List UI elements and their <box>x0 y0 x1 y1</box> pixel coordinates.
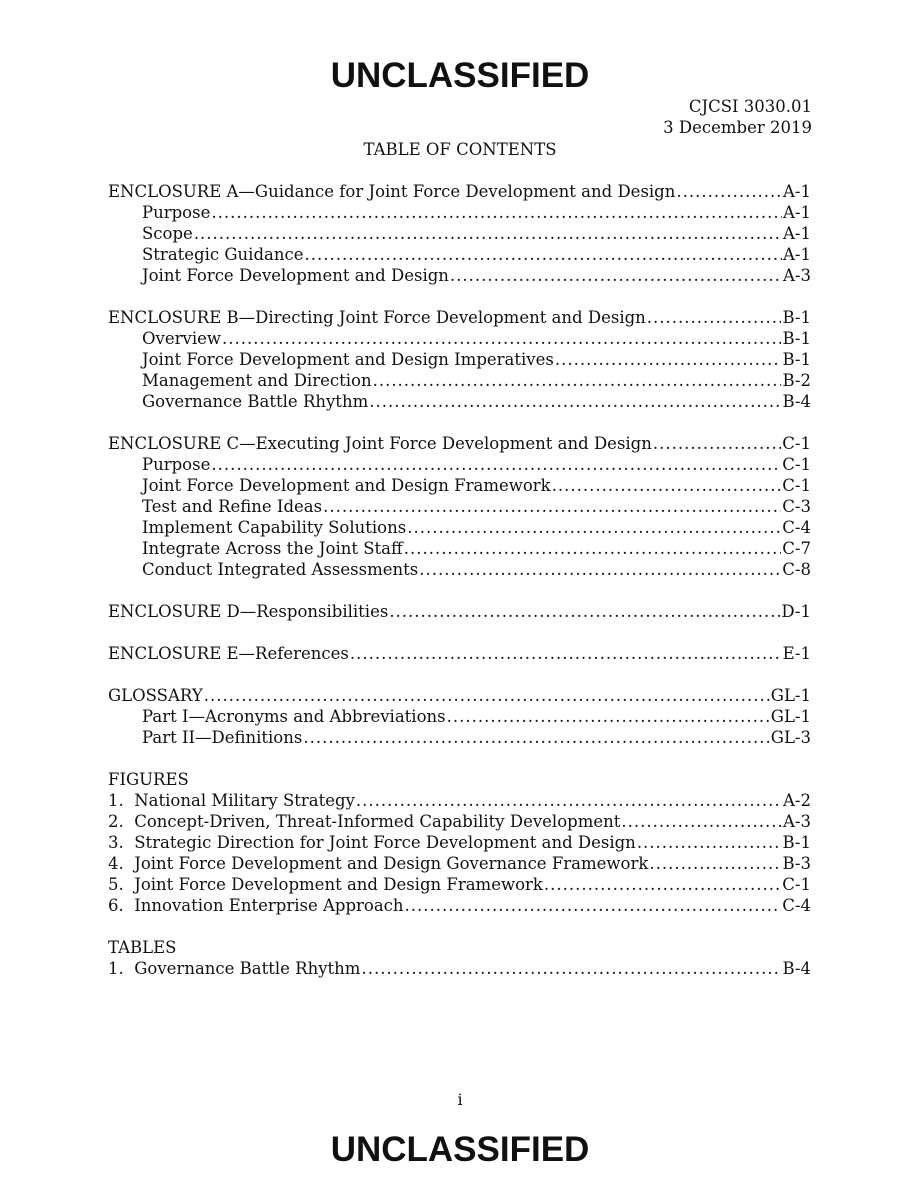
toc-entry[interactable] <box>108 496 811 517</box>
toc-entry[interactable] <box>108 454 811 475</box>
toc-heading: TABLE OF CONTENTS <box>363 140 557 159</box>
dot-leader <box>323 496 781 517</box>
dot-leader <box>356 790 782 811</box>
classification-banner-bottom: UNCLASSIFIED <box>330 1130 590 1169</box>
toc-entry-label: Part I—Acronyms and Abbreviations <box>142 707 446 726</box>
dot-leader <box>647 307 782 328</box>
toc-entry-label: 1. Governance Battle Rhythm <box>108 959 361 978</box>
toc-entry-page: A-1 <box>783 224 811 243</box>
toc-entry-page: C-1 <box>782 455 811 474</box>
toc-entry-page: E-1 <box>782 644 811 663</box>
toc-entry-page: A-2 <box>783 791 811 810</box>
dot-leader <box>447 706 770 727</box>
toc-entry-page: B-4 <box>782 392 811 411</box>
toc-entry-page: A-3 <box>783 266 811 285</box>
toc-entry[interactable] <box>108 475 811 496</box>
toc-entry-label: Integrate Across the Joint Staff <box>142 539 403 558</box>
toc-entry-page: B-1 <box>782 329 811 348</box>
toc-entry-page: B-3 <box>782 854 811 873</box>
dot-leader <box>194 223 782 244</box>
toc-entry[interactable] <box>108 265 811 286</box>
toc-entry-page: GL-3 <box>770 728 811 747</box>
toc-entry-label: Strategic Guidance <box>142 245 304 264</box>
section-spacer <box>108 748 811 769</box>
document-identifier <box>663 96 812 138</box>
toc-entry-page: A-1 <box>783 182 811 201</box>
toc-entry[interactable] <box>108 517 811 538</box>
dot-leader <box>211 202 782 223</box>
dot-leader <box>404 538 782 559</box>
table-of-contents <box>108 181 811 979</box>
toc-entry-label: Implement Capability Solutions <box>142 518 407 537</box>
toc-entry-label: ENCLOSURE A—Guidance for Joint Force Development and Design <box>108 182 676 201</box>
toc-entry-page: GL-1 <box>770 686 811 705</box>
figure-entry[interactable] <box>108 853 811 874</box>
toc-entry[interactable] <box>108 349 811 370</box>
toc-entry-label: ENCLOSURE B—Directing Joint Force Development and Design <box>108 308 646 327</box>
dot-leader <box>350 643 782 664</box>
toc-entry-label: Test and Refine Ideas <box>142 497 323 516</box>
toc-entry-page: C-1 <box>782 434 811 453</box>
toc-entry-page: C-4 <box>782 896 811 915</box>
toc-entry[interactable] <box>108 223 811 244</box>
toc-entry-page: C-7 <box>782 539 811 558</box>
section-spacer <box>108 622 811 643</box>
dot-leader <box>305 244 783 265</box>
toc-entry-label: 4. Joint Force Development and Design Governance Framework <box>108 854 649 873</box>
toc-entry-page: C-1 <box>782 875 811 894</box>
toc-entry-page: B-1 <box>782 350 811 369</box>
toc-entry[interactable] <box>108 370 811 391</box>
tables-heading: TABLES <box>108 938 177 957</box>
dot-leader <box>544 874 781 895</box>
toc-entry-page: C-1 <box>782 476 811 495</box>
dot-leader <box>369 391 781 412</box>
toc-entry-label: Management and Direction <box>142 371 372 390</box>
dot-leader <box>222 328 781 349</box>
figures-heading: FIGURES <box>108 770 189 789</box>
dot-leader <box>204 685 770 706</box>
toc-entry-label: 1. National Military Strategy <box>108 791 355 810</box>
section-spacer <box>108 916 811 937</box>
dot-leader <box>555 349 782 370</box>
toc-entry[interactable] <box>108 328 811 349</box>
figure-entry[interactable] <box>108 895 811 916</box>
toc-entry-label: Overview <box>142 329 221 348</box>
toc-entry-page: B-1 <box>782 308 811 327</box>
toc-entry-label: Scope <box>142 224 193 243</box>
dot-leader <box>361 958 781 979</box>
toc-entry-page: C-8 <box>782 560 811 579</box>
dot-leader <box>450 265 782 286</box>
toc-entry-enclosure-d[interactable] <box>108 601 811 622</box>
section-spacer <box>108 286 811 307</box>
toc-entry-label: Part II—Definitions <box>142 728 303 747</box>
toc-entry-label: ENCLOSURE C—Executing Joint Force Development and Design <box>108 434 652 453</box>
dot-leader <box>373 370 782 391</box>
toc-entry[interactable] <box>108 202 811 223</box>
toc-entry-label: 5. Joint Force Development and Design Framework <box>108 875 543 894</box>
toc-entry-label: Joint Force Development and Design Imperatives <box>142 350 554 369</box>
toc-entry-enclosure-a[interactable] <box>108 181 811 202</box>
toc-entry-page: C-3 <box>782 497 811 516</box>
dot-leader <box>389 601 780 622</box>
dot-leader <box>649 853 781 874</box>
toc-entry-page: B-1 <box>782 833 811 852</box>
toc-entry[interactable] <box>108 559 811 580</box>
toc-entry[interactable] <box>108 706 811 727</box>
figure-entry[interactable] <box>108 811 811 832</box>
section-spacer <box>108 412 811 433</box>
toc-entry-label: Joint Force Development and Design <box>142 266 449 285</box>
dot-leader <box>637 832 782 853</box>
classification-banner-top: UNCLASSIFIED <box>330 56 590 95</box>
toc-entry[interactable] <box>108 727 811 748</box>
dot-leader <box>621 811 782 832</box>
dot-leader <box>405 895 782 916</box>
page-number: i <box>457 1090 463 1109</box>
toc-entry-label: Conduct Integrated Assessments <box>142 560 419 579</box>
toc-entry-page: A-1 <box>783 245 811 264</box>
table-entry[interactable] <box>108 958 811 979</box>
dot-leader <box>303 727 769 748</box>
toc-entry-page: GL-1 <box>770 707 811 726</box>
toc-entry-label: Joint Force Development and Design Framework <box>142 476 551 495</box>
figure-entry[interactable] <box>108 790 811 811</box>
toc-entry-glossary[interactable] <box>108 685 811 706</box>
dot-leader <box>676 181 782 202</box>
dot-leader <box>211 454 781 475</box>
doc-date: 3 December 2019 <box>663 118 812 137</box>
toc-entry-label: ENCLOSURE E—References <box>108 644 349 663</box>
toc-entry-label: Governance Battle Rhythm <box>142 392 369 411</box>
toc-entry[interactable] <box>108 538 811 559</box>
toc-entry-label: Purpose <box>142 455 211 474</box>
section-spacer <box>108 580 811 601</box>
dot-leader <box>552 475 782 496</box>
toc-entry-label: 6. Innovation Enterprise Approach <box>108 896 404 915</box>
figure-entry[interactable] <box>108 874 811 895</box>
dot-leader <box>419 559 781 580</box>
toc-entry-label: Purpose <box>142 203 211 222</box>
section-spacer <box>108 664 811 685</box>
toc-entry-enclosure-e[interactable] <box>108 643 811 664</box>
toc-entry-page: B-2 <box>782 371 811 390</box>
dot-leader <box>653 433 781 454</box>
toc-entry-page: B-4 <box>782 959 811 978</box>
toc-entry-page: D-1 <box>781 602 811 621</box>
toc-entry-label: 2. Concept-Driven, Threat-Informed Capability Development <box>108 812 621 831</box>
toc-entry-page: A-3 <box>783 812 811 831</box>
toc-entry-page: C-4 <box>782 518 811 537</box>
doc-number: CJCSI 3030.01 <box>688 97 812 116</box>
toc-entry-label: GLOSSARY <box>108 686 203 705</box>
toc-entry[interactable] <box>108 244 811 265</box>
toc-entry-label: ENCLOSURE D—Responsibilities <box>108 602 389 621</box>
dot-leader <box>407 517 781 538</box>
toc-entry[interactable] <box>108 391 811 412</box>
figure-entry[interactable] <box>108 832 811 853</box>
toc-entry-page: A-1 <box>783 203 811 222</box>
toc-entry-enclosure-c[interactable] <box>108 433 811 454</box>
toc-entry-label: 3. Strategic Direction for Joint Force Development and Design <box>108 833 636 852</box>
toc-entry-enclosure-b[interactable] <box>108 307 811 328</box>
